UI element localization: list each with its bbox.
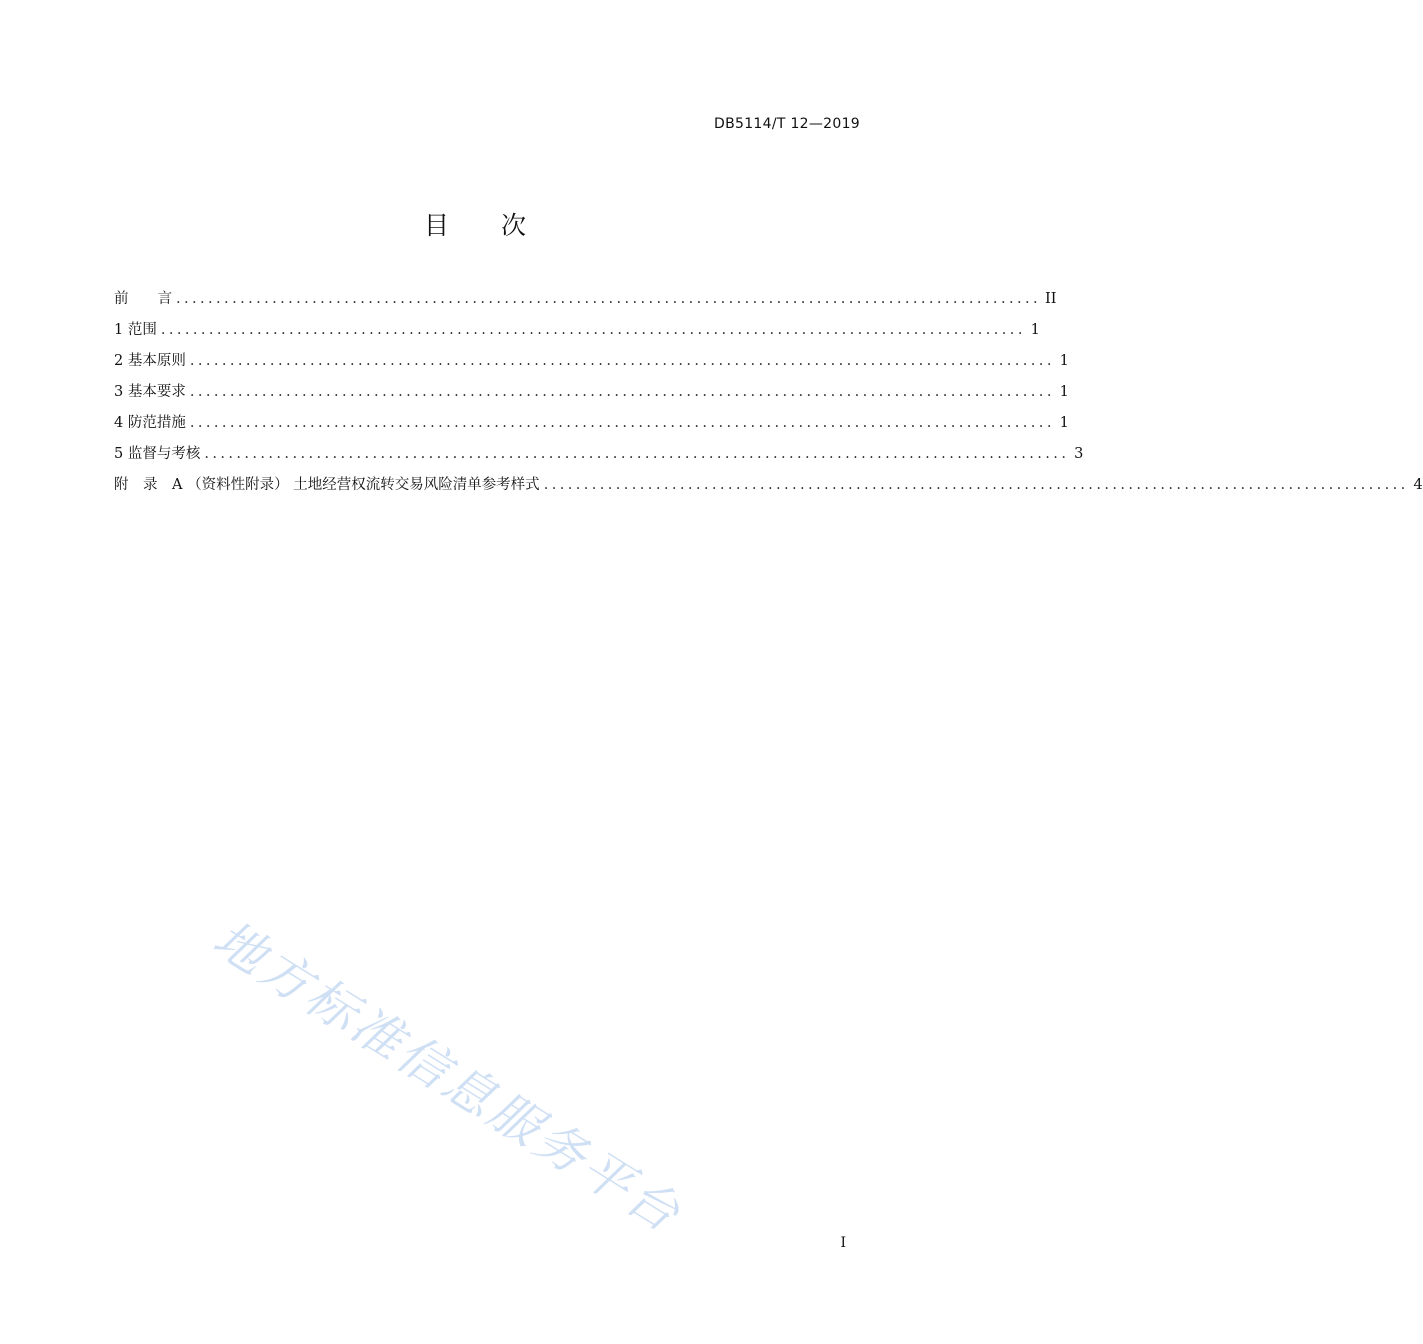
toc-entry-page: II — [1045, 291, 1057, 307]
standard-number: DB5114/T 12—2019 — [714, 116, 860, 132]
toc-entry-label: 4 防范措施 — [114, 415, 186, 431]
toc-entry-page: 1 — [1059, 353, 1069, 369]
toc-leader-dots: ............................................................................................................ — [189, 415, 1055, 431]
toc-leader-dots: ............................................................................................................ — [543, 477, 1409, 493]
watermark-text: 地方标准信息服务平台 — [203, 909, 693, 1245]
toc-entry-label: 2 基本原则 — [114, 353, 186, 369]
toc-leader-dots: ............................................................................................................ — [204, 446, 1070, 462]
toc-leader-dots: ............................................................................................................ — [189, 384, 1055, 400]
toc-entry-page: 1 — [1059, 384, 1069, 400]
toc-entry-label: 3 基本要求 — [114, 384, 186, 400]
toc-entry-label: 1 范围 — [114, 322, 157, 338]
toc-leader-dots: ............................................................................................................ — [176, 291, 1041, 307]
toc-entry-measures[interactable] — [114, 411, 1069, 442]
toc-entry-label: 5 监督与考核 — [114, 446, 201, 462]
toc-entry-label: 附 录 A （资料性附录） 土地经营权流转交易风险清单参考样式 — [114, 477, 540, 493]
toc-entry-page: 4 — [1413, 477, 1423, 493]
toc-entry-page: 1 — [1059, 415, 1069, 431]
toc-leader-dots: ............................................................................................................ — [160, 322, 1026, 338]
toc-entry-supervision[interactable] — [114, 442, 1084, 473]
toc-entry-requirements[interactable] — [114, 380, 1069, 411]
toc-entry-appendix-a[interactable] — [114, 473, 1423, 504]
toc-entry-principles[interactable] — [114, 349, 1069, 380]
toc-entry-scope[interactable] — [114, 318, 1040, 349]
toc-entry-page: 1 — [1030, 322, 1040, 338]
toc-entry-page: 3 — [1074, 446, 1084, 462]
table-of-contents — [114, 287, 1423, 504]
page-title: 目 次 — [424, 211, 548, 240]
page-number: I — [840, 1235, 846, 1251]
toc-entry-label: 前 言 — [114, 291, 172, 307]
toc-entry-foreword[interactable] — [114, 287, 1057, 318]
toc-leader-dots: ............................................................................................................ — [189, 353, 1055, 369]
